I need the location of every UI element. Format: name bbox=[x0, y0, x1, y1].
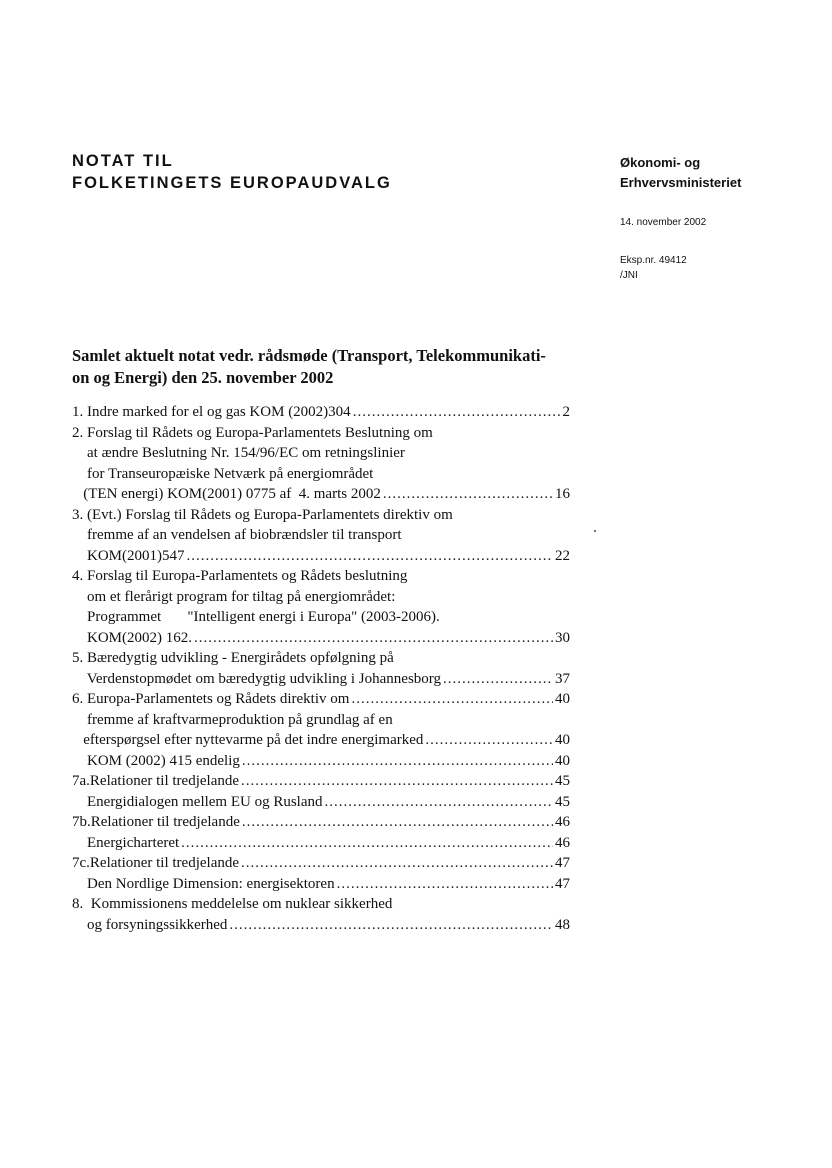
toc-page-number: 40 bbox=[555, 732, 570, 748]
toc-entry bbox=[72, 505, 570, 526]
subject-heading bbox=[72, 345, 572, 389]
toc-entry-text: fremme af an vendelsen af biobrændsler til transport bbox=[72, 527, 402, 543]
subject-line-1: Samlet aktuelt notat vedr. rådsmøde (Transport, Telekommunikati- bbox=[72, 346, 546, 365]
toc-entry bbox=[72, 915, 570, 936]
toc-entry-text: Verdenstopmødet om bæredygtig udvikling i Johannesborg bbox=[72, 670, 442, 687]
toc-dot-leader bbox=[353, 402, 561, 423]
toc-entry-text: 6. Europa-Parlamentets og Rådets direktiv om bbox=[72, 691, 350, 707]
toc-entry bbox=[72, 607, 570, 628]
toc-page-number: 40 bbox=[555, 752, 570, 769]
toc-entry bbox=[72, 423, 570, 444]
toc-dot-leader bbox=[337, 874, 553, 895]
toc-entry bbox=[72, 751, 570, 772]
scan-speck bbox=[594, 530, 596, 532]
ministry-name-line-2: Erhvervsministeriet bbox=[620, 175, 742, 190]
case-number: Eksp.nr. 49412 bbox=[620, 255, 687, 266]
initials: /JNI bbox=[620, 270, 638, 281]
toc-page-number: 16 bbox=[555, 486, 570, 502]
toc-dot-leader bbox=[425, 730, 553, 751]
toc-entry-text: 7c.Relationer til tredjelande bbox=[72, 855, 240, 871]
toc-entry-text: Energicharteret bbox=[72, 834, 180, 851]
toc-page-number: 2 bbox=[562, 404, 570, 420]
toc-page-number: 47 bbox=[555, 855, 570, 871]
toc-dot-leader bbox=[241, 771, 553, 792]
toc-page-number: 45 bbox=[555, 773, 570, 789]
toc-entry bbox=[72, 771, 570, 792]
toc-dot-leader bbox=[187, 546, 554, 567]
toc-dot-leader bbox=[242, 812, 553, 833]
toc-page-number: 47 bbox=[555, 875, 570, 892]
toc-entry-text: 1. Indre marked for el og gas KOM (2002)304 bbox=[72, 404, 351, 420]
toc-entry bbox=[72, 874, 570, 895]
case-reference bbox=[620, 253, 687, 283]
toc-entry-text: (TEN energi) KOM(2001) 0775 af 4. marts 2002 bbox=[72, 486, 381, 502]
toc-entry bbox=[72, 464, 570, 485]
toc-entry-text: 3. (Evt.) Forslag til Rådets og Europa-Parlamentets direktiv om bbox=[72, 506, 453, 523]
document-title bbox=[72, 150, 392, 194]
toc-dot-leader bbox=[351, 689, 553, 710]
document-title-line-2: FOLKETINGETS EUROPAUDVALG bbox=[72, 174, 392, 192]
toc-dot-leader bbox=[241, 853, 553, 874]
toc-entry bbox=[72, 546, 570, 567]
toc-dot-leader bbox=[325, 792, 553, 813]
toc-entry bbox=[72, 525, 570, 546]
toc-page-number: 37 bbox=[555, 670, 570, 687]
toc-entry-text: Den Nordlige Dimension: energisektoren bbox=[72, 875, 335, 892]
toc-entry-text: Programmet "Intelligent energi i Europa" (2003-2006). bbox=[72, 609, 440, 625]
toc-entry bbox=[72, 443, 570, 464]
toc-entry-text: KOM(2001)547 bbox=[72, 547, 185, 564]
toc-entry bbox=[72, 894, 570, 915]
toc-dot-leader bbox=[194, 628, 553, 649]
toc-entry-text: KOM (2002) 415 endelig bbox=[72, 752, 240, 769]
toc-page-number: 40 bbox=[555, 691, 570, 707]
toc-entry bbox=[72, 628, 570, 649]
document-title-line-1: NOTAT TIL bbox=[72, 152, 174, 170]
toc-dot-leader bbox=[229, 915, 553, 936]
toc-page-number: 48 bbox=[555, 916, 570, 933]
toc-entry-text: KOM(2002) 162. bbox=[72, 629, 192, 646]
toc-dot-leader bbox=[242, 751, 553, 772]
toc-entry bbox=[72, 402, 570, 423]
toc-page-number: 46 bbox=[555, 814, 570, 830]
toc-page-number: 22 bbox=[555, 547, 570, 564]
toc-entry-text: 8. Kommissionens meddelelse om nuklear sikkerhed bbox=[72, 896, 393, 912]
toc-entry-text: 7b.Relationer til tredjelande bbox=[72, 814, 240, 830]
toc-entry bbox=[72, 648, 570, 669]
table-of-contents bbox=[72, 402, 570, 935]
toc-entry-text: Energidialogen mellem EU og Rusland bbox=[72, 793, 323, 810]
document-date: 14. november 2002 bbox=[620, 217, 707, 228]
ministry-name bbox=[620, 153, 741, 193]
toc-entry bbox=[72, 669, 570, 690]
toc-entry-text: og forsyningssikkerhed bbox=[72, 916, 228, 933]
toc-entry-text: fremme af kraftvarmeproduktion på grundlag af en bbox=[72, 711, 393, 728]
toc-entry bbox=[72, 566, 570, 587]
toc-dot-leader bbox=[383, 484, 553, 505]
toc-page-number: 46 bbox=[555, 834, 570, 851]
toc-entry-text: efterspørgsel efter nyttevarme på det indre energimarked bbox=[72, 732, 424, 748]
toc-entry bbox=[72, 710, 570, 731]
toc-page-number: 30 bbox=[555, 629, 570, 646]
subject-line-2: on og Energi) den 25. november 2002 bbox=[72, 368, 334, 387]
toc-entry-text: at ændre Beslutning Nr. 154/96/EC om retningslinier bbox=[72, 445, 405, 461]
toc-dot-leader bbox=[181, 833, 553, 854]
ministry-name-line-1: Økonomi- og bbox=[620, 155, 701, 170]
toc-entry bbox=[72, 812, 570, 833]
toc-dot-leader bbox=[443, 669, 553, 690]
toc-entry-text: 4. Forslag til Europa-Parlamentets og Rådets beslutning bbox=[72, 568, 408, 584]
toc-entry-text: 5. Bæredygtig udvikling - Energirådets opfølgning på bbox=[72, 650, 394, 666]
toc-entry bbox=[72, 484, 570, 505]
toc-entry bbox=[72, 587, 570, 608]
toc-entry bbox=[72, 833, 570, 854]
toc-entry-text: om et flerårigt program for tiltag på energiområdet: bbox=[72, 588, 396, 605]
toc-entry-text: for Transeuropæiske Netværk på energiområdet bbox=[72, 465, 374, 482]
toc-entry bbox=[72, 730, 570, 751]
toc-entry bbox=[72, 689, 570, 710]
toc-entry bbox=[72, 792, 570, 813]
toc-entry bbox=[72, 853, 570, 874]
toc-entry-text: 2. Forslag til Rådets og Europa-Parlamentets Beslutning om bbox=[72, 424, 433, 441]
toc-page-number: 45 bbox=[555, 793, 570, 810]
toc-entry-text: 7a.Relationer til tredjelande bbox=[72, 773, 240, 789]
